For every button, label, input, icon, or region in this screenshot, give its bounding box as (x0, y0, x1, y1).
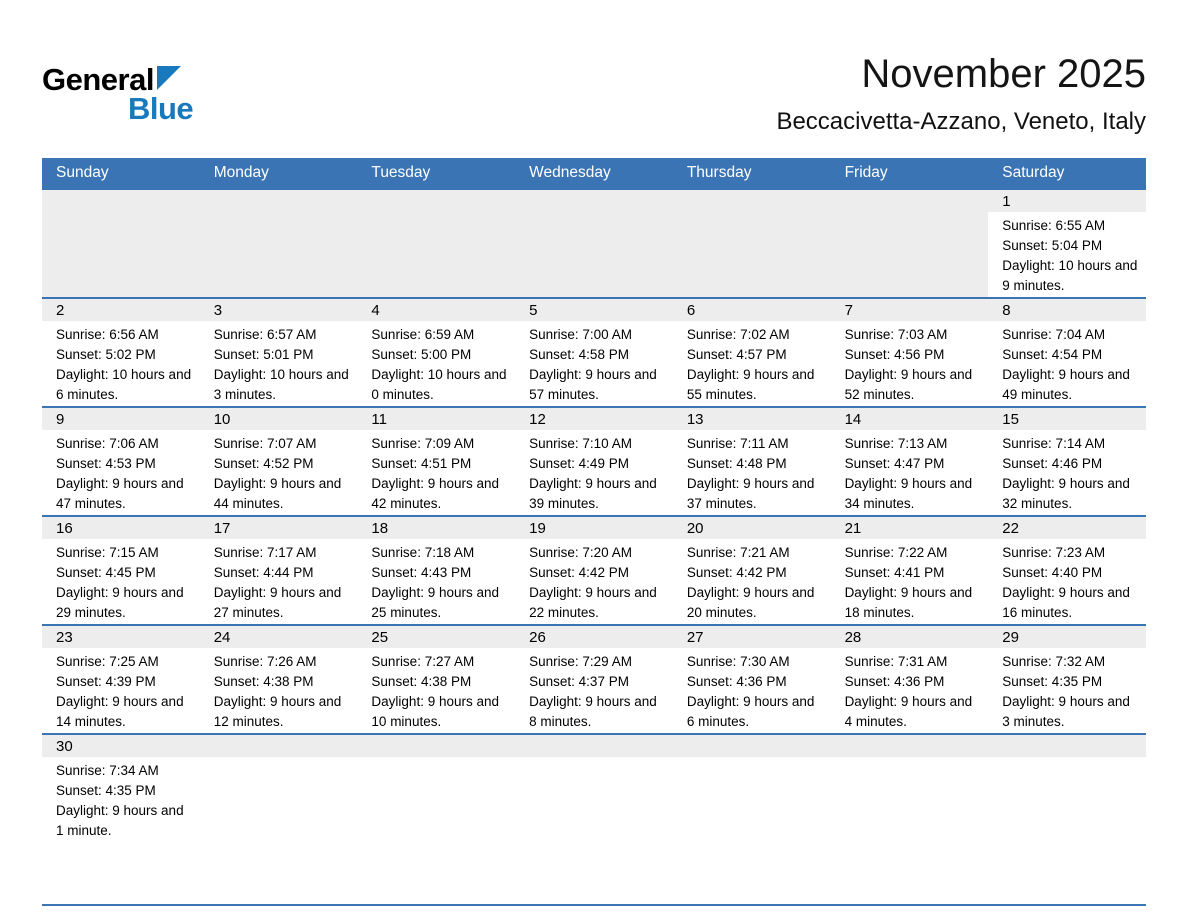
detail-line: Daylight: 9 hours and 12 minutes. (213, 694, 342, 729)
detail-line: Sunrise: 6:56 AM (56, 327, 159, 342)
empty-cell (42, 190, 200, 297)
detail-line: Sunset: 4:44 PM (213, 565, 314, 580)
empty-body (515, 757, 673, 904)
day-number: 14 (831, 408, 989, 430)
day-details (42, 321, 200, 406)
detail-line: Sunset: 4:36 PM (844, 674, 945, 689)
detail-line: Sunrise: 7:21 AM (686, 545, 790, 560)
detail-line: Sunrise: 7:06 AM (56, 436, 159, 451)
day-cell-7 (831, 299, 989, 406)
day-number: 25 (357, 626, 515, 648)
detail-line: Sunset: 4:57 PM (686, 347, 787, 362)
day-cell-16 (42, 517, 200, 624)
day-number: 11 (357, 408, 515, 430)
day-details (988, 648, 1146, 733)
empty-body (515, 212, 673, 297)
detail-line: Sunset: 4:47 PM (844, 456, 945, 471)
detail-line: Daylight: 9 hours and 3 minutes. (1002, 694, 1130, 729)
day-cell-13 (673, 408, 831, 515)
detail-line: Sunset: 4:42 PM (686, 565, 787, 580)
detail-line: Sunset: 4:54 PM (1002, 347, 1103, 362)
detail-line: Daylight: 9 hours and 42 minutes. (371, 476, 499, 511)
day-cell-28 (831, 626, 989, 733)
day-cell-30 (42, 735, 200, 904)
empty-strip (200, 735, 358, 757)
day-cell-27 (673, 626, 831, 733)
detail-line: Sunset: 5:00 PM (371, 347, 472, 362)
general-blue-logo (42, 52, 193, 124)
detail-line: Sunset: 4:49 PM (529, 456, 629, 471)
empty-body (357, 757, 515, 904)
empty-strip (42, 190, 200, 212)
empty-body (200, 212, 358, 297)
day-details (357, 430, 515, 515)
day-details (357, 648, 515, 733)
empty-body (673, 757, 831, 904)
day-cell-24 (200, 626, 358, 733)
empty-strip (831, 735, 989, 757)
day-number: 18 (357, 517, 515, 539)
day-cell-25 (357, 626, 515, 733)
week-row-3 (42, 406, 1146, 515)
detail-line: Sunset: 4:58 PM (529, 347, 629, 362)
detail-line: Sunrise: 7:13 AM (844, 436, 948, 451)
page-subtitle: Beccacivetta-Azzano, Veneto, Italy (776, 108, 1146, 135)
day-cell-11 (357, 408, 515, 515)
detail-line: Sunset: 4:36 PM (686, 674, 787, 689)
empty-cell (200, 735, 358, 904)
title-block (776, 52, 1146, 136)
day-number: 20 (673, 517, 831, 539)
day-details (515, 321, 673, 406)
day-number: 1 (988, 190, 1146, 212)
day-cell-26 (515, 626, 673, 733)
detail-line: Sunset: 4:56 PM (844, 347, 945, 362)
day-details (200, 321, 358, 406)
detail-line: Sunrise: 7:03 AM (844, 327, 948, 342)
detail-line: Sunrise: 7:15 AM (56, 545, 159, 560)
day-cell-20 (673, 517, 831, 624)
detail-line: Sunset: 5:01 PM (213, 347, 314, 362)
day-number: 5 (515, 299, 673, 321)
weekday-header-friday: Friday (844, 164, 888, 181)
day-number: 12 (515, 408, 673, 430)
empty-cell (988, 735, 1146, 904)
day-details (831, 539, 989, 624)
detail-line: Daylight: 9 hours and 44 minutes. (213, 476, 342, 511)
empty-strip (357, 190, 515, 212)
day-details (673, 321, 831, 406)
day-cell-29 (988, 626, 1146, 733)
detail-line: Sunrise: 7:11 AM (686, 436, 789, 451)
day-details (515, 648, 673, 733)
detail-line: Daylight: 9 hours and 57 minutes. (529, 367, 657, 402)
day-cell-19 (515, 517, 673, 624)
week-row-6 (42, 733, 1146, 904)
detail-line: Sunset: 4:43 PM (371, 565, 472, 580)
weekday-header-monday: Monday (213, 164, 269, 181)
day-number: 7 (831, 299, 989, 321)
detail-line: Sunrise: 7:07 AM (213, 436, 317, 451)
day-details (515, 430, 673, 515)
empty-cell (831, 735, 989, 904)
detail-line: Sunset: 4:37 PM (529, 674, 629, 689)
detail-line: Sunrise: 7:31 AM (844, 654, 948, 669)
detail-line: Sunrise: 7:23 AM (1002, 545, 1106, 560)
empty-body (42, 212, 200, 297)
detail-line: Sunset: 5:04 PM (1002, 238, 1103, 253)
detail-line: Sunrise: 7:02 AM (686, 327, 790, 342)
day-number: 26 (515, 626, 673, 648)
detail-line: Sunrise: 7:34 AM (56, 763, 159, 778)
day-details (42, 539, 200, 624)
day-details (200, 430, 358, 515)
page-title: November 2025 (861, 52, 1146, 96)
detail-line: Daylight: 9 hours and 34 minutes. (844, 476, 973, 511)
detail-line: Daylight: 10 hours and 0 minutes. (371, 367, 507, 402)
empty-body (357, 212, 515, 297)
empty-strip (673, 190, 831, 212)
empty-body (200, 757, 358, 904)
day-cell-9 (42, 408, 200, 515)
detail-line: Sunrise: 7:27 AM (371, 654, 475, 669)
day-cell-21 (831, 517, 989, 624)
detail-line: Sunset: 4:38 PM (371, 674, 472, 689)
weekday-header-saturday: Saturday (1002, 164, 1065, 181)
day-number: 13 (673, 408, 831, 430)
detail-line: Daylight: 9 hours and 39 minutes. (529, 476, 657, 511)
detail-line: Daylight: 9 hours and 37 minutes. (686, 476, 815, 511)
detail-line: Daylight: 9 hours and 20 minutes. (686, 585, 815, 620)
detail-line: Daylight: 9 hours and 14 minutes. (56, 694, 184, 729)
day-number: 28 (831, 626, 989, 648)
detail-line: Sunset: 4:40 PM (1002, 565, 1103, 580)
day-details (200, 539, 358, 624)
empty-strip (515, 190, 673, 212)
detail-line: Daylight: 9 hours and 32 minutes. (1002, 476, 1130, 511)
detail-line: Sunset: 4:48 PM (686, 456, 787, 471)
weekday-header-row (42, 158, 1146, 188)
calendar-grid (42, 188, 1146, 904)
empty-strip (357, 735, 515, 757)
detail-line: Sunrise: 7:00 AM (529, 327, 632, 342)
detail-line: Sunset: 4:39 PM (56, 674, 156, 689)
empty-strip (673, 735, 831, 757)
detail-line: Daylight: 9 hours and 22 minutes. (529, 585, 657, 620)
day-number: 19 (515, 517, 673, 539)
empty-body (831, 757, 989, 904)
detail-line: Daylight: 9 hours and 29 minutes. (56, 585, 184, 620)
detail-line: Daylight: 9 hours and 55 minutes. (686, 367, 815, 402)
day-details (831, 430, 989, 515)
day-number: 27 (673, 626, 831, 648)
detail-line: Sunset: 4:53 PM (56, 456, 156, 471)
detail-line: Daylight: 9 hours and 6 minutes. (686, 694, 815, 729)
empty-strip (200, 190, 358, 212)
detail-line: Daylight: 9 hours and 52 minutes. (844, 367, 973, 402)
detail-line: Daylight: 9 hours and 18 minutes. (844, 585, 973, 620)
day-cell-3 (200, 299, 358, 406)
empty-cell (357, 735, 515, 904)
detail-line: Sunrise: 7:20 AM (529, 545, 632, 560)
empty-cell (357, 190, 515, 297)
masthead (42, 0, 1146, 158)
detail-line: Daylight: 9 hours and 10 minutes. (371, 694, 499, 729)
weekday-header-thursday: Thursday (686, 164, 752, 181)
day-cell-5 (515, 299, 673, 406)
day-details (831, 321, 989, 406)
day-details (515, 539, 673, 624)
detail-line: Sunset: 4:35 PM (56, 783, 156, 798)
detail-line: Daylight: 9 hours and 4 minutes. (844, 694, 973, 729)
day-number: 16 (42, 517, 200, 539)
day-details (988, 430, 1146, 515)
day-number: 17 (200, 517, 358, 539)
logo-text-blue: Blue (128, 91, 194, 126)
day-number: 9 (42, 408, 200, 430)
day-cell-18 (357, 517, 515, 624)
week-row-1 (42, 188, 1146, 297)
detail-line: Daylight: 9 hours and 27 minutes. (213, 585, 342, 620)
day-number: 23 (42, 626, 200, 648)
detail-line: Sunset: 4:51 PM (371, 456, 472, 471)
day-cell-6 (673, 299, 831, 406)
detail-line: Sunset: 4:45 PM (56, 565, 156, 580)
detail-line: Sunrise: 7:29 AM (529, 654, 632, 669)
empty-strip (831, 190, 989, 212)
detail-line: Daylight: 9 hours and 25 minutes. (371, 585, 499, 620)
empty-cell (515, 190, 673, 297)
detail-line: Sunrise: 7:18 AM (371, 545, 475, 560)
day-number: 8 (988, 299, 1146, 321)
detail-line: Sunrise: 7:09 AM (371, 436, 475, 451)
day-details (42, 648, 200, 733)
detail-line: Sunrise: 6:59 AM (371, 327, 475, 342)
day-cell-8 (988, 299, 1146, 406)
empty-cell (515, 735, 673, 904)
day-number: 21 (831, 517, 989, 539)
detail-line: Sunrise: 6:57 AM (213, 327, 317, 342)
empty-cell (200, 190, 358, 297)
empty-cell (673, 735, 831, 904)
detail-line: Sunset: 5:02 PM (56, 347, 156, 362)
detail-line: Sunrise: 7:22 AM (844, 545, 948, 560)
day-details (357, 321, 515, 406)
week-row-4 (42, 515, 1146, 624)
empty-cell (673, 190, 831, 297)
day-cell-1 (988, 190, 1146, 297)
empty-body (988, 757, 1146, 904)
detail-line: Daylight: 9 hours and 8 minutes. (529, 694, 657, 729)
detail-line: Sunrise: 7:26 AM (213, 654, 317, 669)
detail-line: Sunrise: 7:04 AM (1002, 327, 1106, 342)
day-cell-15 (988, 408, 1146, 515)
weekday-header-wednesday: Wednesday (529, 164, 611, 181)
day-details (673, 430, 831, 515)
day-details (988, 321, 1146, 406)
detail-line: Sunrise: 7:14 AM (1002, 436, 1106, 451)
day-number: 15 (988, 408, 1146, 430)
detail-line: Sunset: 4:46 PM (1002, 456, 1103, 471)
day-cell-4 (357, 299, 515, 406)
detail-line: Sunset: 4:38 PM (213, 674, 314, 689)
day-cell-17 (200, 517, 358, 624)
detail-line: Daylight: 9 hours and 47 minutes. (56, 476, 184, 511)
detail-line: Sunrise: 7:25 AM (56, 654, 159, 669)
day-details (357, 539, 515, 624)
empty-strip (988, 735, 1146, 757)
day-number: 2 (42, 299, 200, 321)
day-details (988, 539, 1146, 624)
detail-line: Sunset: 4:41 PM (844, 565, 945, 580)
detail-line: Sunset: 4:52 PM (213, 456, 314, 471)
week-row-5 (42, 624, 1146, 733)
empty-body (673, 212, 831, 297)
day-number: 10 (200, 408, 358, 430)
empty-strip (515, 735, 673, 757)
day-number: 4 (357, 299, 515, 321)
day-number: 24 (200, 626, 358, 648)
empty-cell (831, 190, 989, 297)
day-number: 3 (200, 299, 358, 321)
detail-line: Sunrise: 6:55 AM (1002, 218, 1106, 233)
day-number: 22 (988, 517, 1146, 539)
day-details (42, 430, 200, 515)
detail-line: Daylight: 10 hours and 9 minutes. (1002, 258, 1138, 293)
week-row-2 (42, 297, 1146, 406)
weekday-header-sunday: Sunday (56, 164, 109, 181)
day-details (673, 648, 831, 733)
day-details (42, 757, 200, 904)
detail-line: Daylight: 9 hours and 16 minutes. (1002, 585, 1130, 620)
empty-body (831, 212, 989, 297)
weekday-header-tuesday: Tuesday (371, 164, 431, 181)
detail-line: Sunset: 4:35 PM (1002, 674, 1103, 689)
detail-line: Sunrise: 7:10 AM (529, 436, 632, 451)
day-number: 30 (42, 735, 200, 757)
day-number: 29 (988, 626, 1146, 648)
detail-line: Daylight: 9 hours and 49 minutes. (1002, 367, 1130, 402)
detail-line: Sunrise: 7:17 AM (213, 545, 317, 560)
detail-line: Daylight: 10 hours and 6 minutes. (56, 367, 192, 402)
detail-line: Daylight: 9 hours and 1 minute. (56, 803, 184, 838)
detail-line: Daylight: 10 hours and 3 minutes. (213, 367, 349, 402)
day-details (831, 648, 989, 733)
day-cell-12 (515, 408, 673, 515)
logo-text-general: General (42, 62, 154, 97)
day-details (988, 212, 1146, 297)
day-cell-23 (42, 626, 200, 733)
day-details (200, 648, 358, 733)
day-cell-2 (42, 299, 200, 406)
detail-line: Sunrise: 7:32 AM (1002, 654, 1106, 669)
detail-line: Sunrise: 7:30 AM (686, 654, 790, 669)
day-cell-22 (988, 517, 1146, 624)
day-cell-14 (831, 408, 989, 515)
day-number: 6 (673, 299, 831, 321)
logo-triangle-icon (157, 66, 181, 90)
detail-line: Sunset: 4:42 PM (529, 565, 629, 580)
day-cell-10 (200, 408, 358, 515)
calendar (42, 158, 1146, 906)
day-details (673, 539, 831, 624)
